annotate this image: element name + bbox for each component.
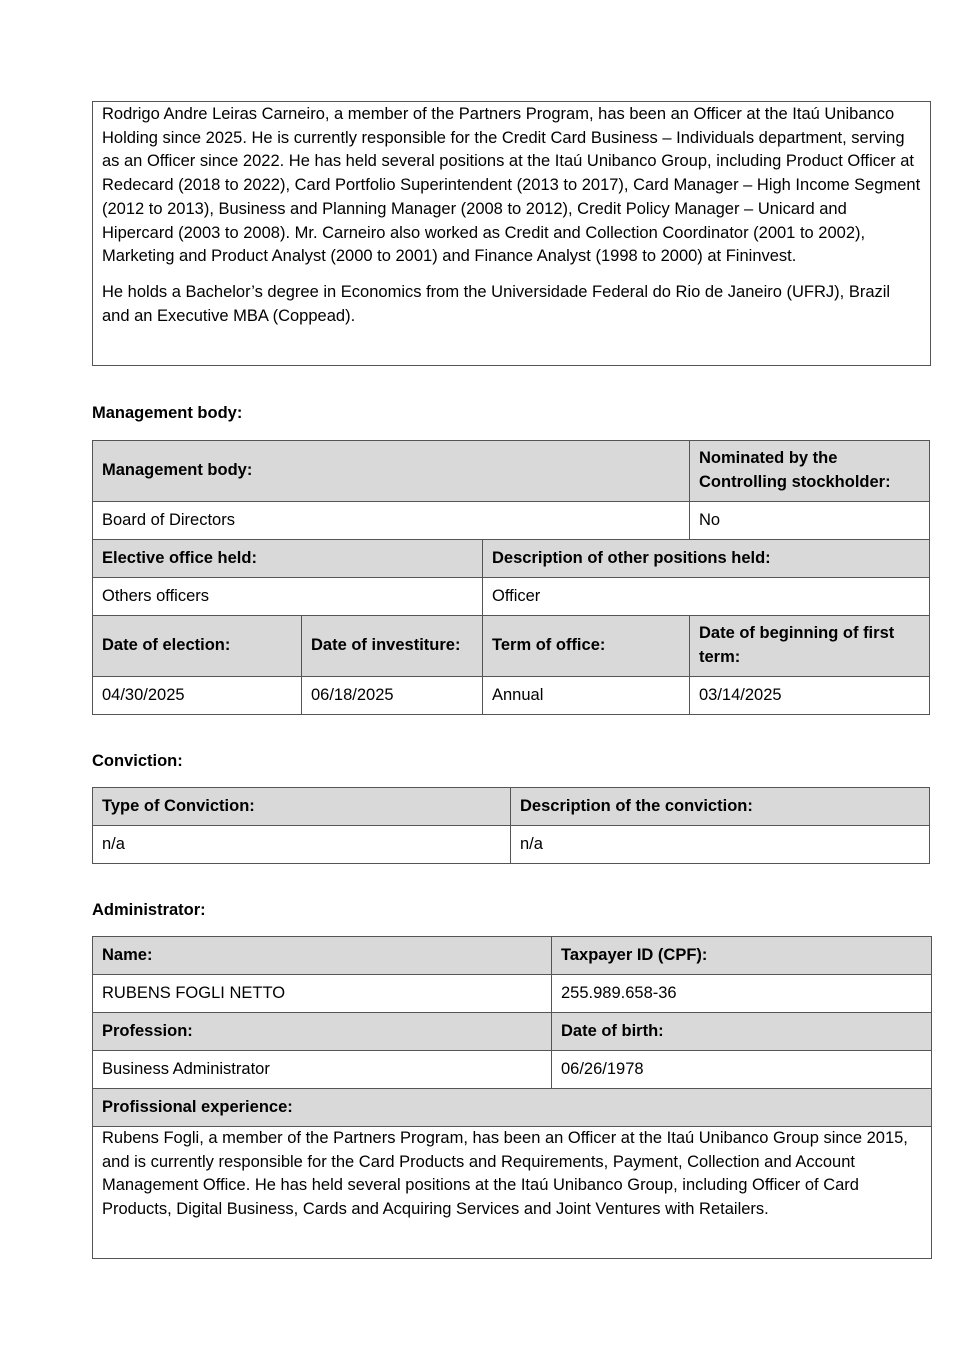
other-positions-value: Officer xyxy=(483,578,930,616)
other-positions-header: Description of other positions held: xyxy=(483,540,930,578)
conviction-table xyxy=(92,787,930,864)
conviction-type-header: Type of Conviction: xyxy=(93,788,511,826)
conviction-description-value: n/a xyxy=(511,826,930,864)
first-term-header: Date of beginning of first term: xyxy=(690,616,930,677)
profession-value: Business Administrator xyxy=(93,1051,552,1089)
date-of-investiture-header: Date of investiture: xyxy=(302,616,483,677)
cpf-header: Taxpayer ID (CPF): xyxy=(552,937,932,975)
nominated-value: No xyxy=(690,502,930,540)
conviction-description-header: Description of the conviction: xyxy=(511,788,930,826)
date-of-investiture-value: 06/18/2025 xyxy=(302,677,483,715)
elective-office-value: Others officers xyxy=(93,578,483,616)
first-term-value: 03/14/2025 xyxy=(690,677,930,715)
management-body-heading: Management body: xyxy=(92,404,243,422)
name-value: RUBENS FOGLI NETTO xyxy=(93,975,552,1013)
elective-office-header: Elective office held: xyxy=(93,540,483,578)
management-body-value: Board of Directors xyxy=(93,502,690,540)
cpf-value: 255.989.658-36 xyxy=(552,975,932,1013)
date-of-election-header: Date of election: xyxy=(93,616,302,677)
professional-experience-value: Rubens Fogli, a member of the Partners Program, has been an Officer at the Itaú Unibanco Group since 2015, and is currently responsible for the Card Products and Requirements, Payment, Collection and Account Management Office. He has held several positions at the Itaú Unibanco Group, including Officer of Card Products, Digital Business, Cards and Acquiring Services and Joint Ventures with Retailers. xyxy=(93,1127,932,1259)
date-of-birth-value: 06/26/1978 xyxy=(552,1051,932,1089)
conviction-type-value: n/a xyxy=(93,826,511,864)
date-of-election-value: 04/30/2025 xyxy=(93,677,302,715)
biography-paragraph-1: Rodrigo Andre Leiras Carneiro, a member of the Partners Program, has been an Officer at the Itaú Unibanco Holding since 2025. He is currently responsible for the Credit Card Business – Individuals department, serving as an Officer since 2022. He has held several positions at the Itaú Unibanco Group, including Product Officer at Redecard (2018 to 2022), Card Portfolio Superintendent (2013 to 2017), Card Manager – High Income Segment (2012 to 2013), Business and Planning Manager (2008 to 2012), Credit Policy Manager – Unicard and Hipercard (2003 to 2008). Mr. Carneiro also worked as Credit and Collection Coordinator (2001 to 2002), Marketing and Product Analyst (2000 to 2001) and Finance Analyst (1998 to 2000) at Fininvest. xyxy=(102,105,921,266)
date-of-birth-header: Date of birth: xyxy=(552,1013,932,1051)
administrator-table xyxy=(92,936,932,1259)
management-body-header: Management body: xyxy=(93,441,690,502)
nominated-header: Nominated by the Controlling stockholder: xyxy=(690,441,930,502)
profession-header: Profession: xyxy=(93,1013,552,1051)
conviction-heading: Conviction: xyxy=(92,752,183,770)
name-header: Name: xyxy=(93,937,552,975)
biography-paragraph-2: He holds a Bachelor’s degree in Economics from the Universidade Federal do Rio de Janeiro (UFRJ), Brazil and an Executive MBA (Coppead). xyxy=(102,282,891,325)
biography-box xyxy=(92,101,931,366)
management-body-table xyxy=(92,440,930,715)
administrator-heading: Administrator: xyxy=(92,901,206,919)
term-of-office-header: Term of office: xyxy=(483,616,690,677)
term-of-office-value: Annual xyxy=(483,677,690,715)
professional-experience-header: Profissional experience: xyxy=(93,1089,932,1127)
